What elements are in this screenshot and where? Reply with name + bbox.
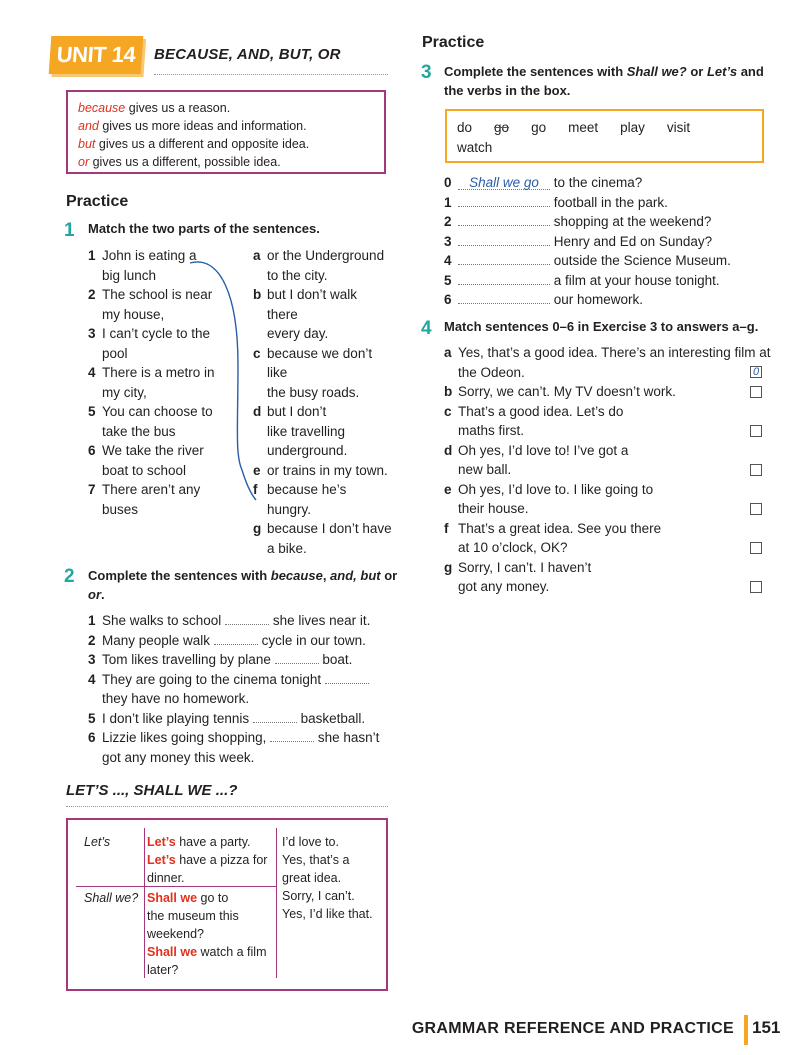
table-divider [276,828,277,978]
list-item: 6 Lizzie likes going shopping, she hasn’t [88,730,380,745]
answer-blank[interactable] [458,232,550,246]
lets-divider [66,806,388,807]
answer-blank[interactable] [214,631,258,645]
list-item: got any money. [458,579,550,594]
list-item: 3 Henry and Ed on Sunday? [444,233,713,249]
practice-heading-left: Practice [66,193,129,210]
list-item: buses [102,501,139,517]
list-item: 0 Shall we go to the cinema? [444,175,643,190]
list-item: 4 There is a metro in [88,365,215,380]
exercise-4-number: 4 [421,318,432,339]
verb-box [445,109,764,163]
verb: do [457,120,473,135]
list-item: 4 They are going to the cinema tonight [88,670,379,690]
list-item: they have no homework. [102,691,250,706]
unit-title: BECAUSE, AND, BUT, OR [154,46,341,63]
rule-but [78,135,374,153]
rule-text: gives us a different, possible idea. [89,155,281,169]
exercise-3-items [444,173,731,310]
answer-checkbox-a[interactable]: 0 [750,366,762,378]
unit-badge: UNIT 14 [49,36,144,74]
list-item: f That’s a great idea. See you there [444,520,662,536]
handwritten-match-line [180,255,280,515]
footer-section-title: GRAMMAR REFERENCE AND PRACTICE [411,1020,734,1037]
list-item: underground. [267,443,348,458]
list-item: 7 There aren’t any [88,482,201,497]
answer-checkbox-g[interactable] [750,581,762,593]
exercise-1-number: 1 [64,220,75,241]
rule-keyword: but [78,137,96,151]
rule-text: gives us a different and opposite idea. [95,137,310,151]
list-item: boat to school [102,462,187,478]
row-label-shall-we: Shall we? [84,891,139,905]
list-item: there [267,306,298,322]
list-item: a Yes, that’s a good idea. There’s an interesting film at [444,345,771,360]
list-item: 3 Tom likes travelling by plane boat. [88,652,353,667]
list-item: a or the Underground [253,248,385,263]
list-item: a bike. [267,540,307,556]
list-item: like [267,365,288,380]
lets-table [66,818,388,991]
list-item: at 10 o’clock, OK? [458,540,568,555]
answer-blank[interactable] [458,251,550,265]
answer-blank[interactable] [458,290,550,304]
list-item: the busy roads. [267,384,360,400]
list-item: 3 I can’t cycle to the [88,326,211,341]
list-item: 5 a film at your house tonight. [444,272,720,288]
lets-section-title: LET’S ..., SHALL WE ...? [66,782,238,799]
list-item: 1 football in the park. [444,194,668,210]
list-item: e or trains in my town. [253,462,388,478]
answer-checkbox-b[interactable] [750,386,762,398]
verb: go [531,120,547,135]
list-item: the Odeon. [458,364,525,380]
rule-or [78,153,374,171]
verb: visit [666,120,691,135]
list-item: hungry. [267,501,312,517]
answer-blank[interactable] [270,728,314,742]
verb-crossed-out: go [494,120,510,135]
list-item: pool [102,345,128,361]
list-item: my city, [102,384,147,400]
verb: watch [457,139,493,155]
list-item: f because he’s [253,482,347,497]
list-item: big lunch [102,267,157,283]
rule-because [78,99,374,117]
list-item: e Oh yes, I’d love to. I like going to [444,481,654,497]
list-item: to the city. [267,267,328,283]
list-item: 4 outside the Science Museum. [444,253,731,268]
exercise-2-instruction: Complete the sentences with because, and, but or or. [88,568,398,602]
exercise-4-instruction: Match sentences 0–6 in Exercise 3 to answers a–g. [444,319,759,334]
exercise-1-instruction: Match the two parts of the sentences. [88,221,320,236]
row-label-lets: Let’s [84,835,111,849]
list-item: c because we don’t [253,345,373,361]
list-item: 6 We take the river [88,443,204,458]
table-divider [144,828,145,978]
practice-heading-right: Practice [422,34,485,51]
list-item: every day. [267,326,329,341]
list-item: their house. [458,501,529,516]
page-number: 151 [752,1018,781,1037]
answer-checkbox-c[interactable] [750,425,762,437]
rule-text: gives us more ideas and information. [98,119,307,133]
lets-examples: Let’s have a party. Let’s have a pizza for dinner. [147,835,268,885]
rule-keyword: or [78,155,90,169]
list-item: 6 our homework. [444,292,644,307]
rule-keyword: and [78,119,99,133]
title-divider [154,74,388,75]
footer-accent-bar [744,1015,748,1045]
answer-blank[interactable] [458,271,550,285]
list-item: b but I don’t walk [253,287,358,302]
list-item: 2 Many people walk cycle in our town. [88,632,366,648]
answer-blank[interactable] [253,709,297,723]
rule-and [78,117,374,135]
verb: meet [568,120,599,135]
answer-blank[interactable] [275,650,319,664]
responses: I’d love to. Yes, that’s a great idea. Sorry, I can’t. Yes, I’d like that. [282,835,373,921]
list-item: my house, [102,306,165,322]
exercise-3-instruction: Complete the sentences with Shall we? or Let’s and the verbs in the box. [444,64,764,98]
verb: play [620,120,645,135]
list-item: g Sorry, I can’t. I haven’t [444,559,592,575]
exercise-3-number: 3 [421,62,432,83]
list-item: 2 The school is near [88,287,213,302]
answer-checkbox-d[interactable] [750,464,762,476]
list-item: 1 She walks to school she lives near it. [88,613,371,628]
list-item: take the bus [102,423,176,439]
list-item: like travelling [267,423,346,439]
answer-checkbox-f[interactable] [750,542,762,554]
answer-blank[interactable] [325,670,369,684]
rule-text: gives us a reason. [125,101,231,115]
list-item: 1 John is eating a [88,248,197,263]
list-item: b Sorry, we can’t. My TV doesn’t work. [444,384,676,399]
exercise-4-items [444,343,770,597]
list-item: d but I don’t [253,404,327,419]
shall-we-examples: Shall we go to the museum this weekend? Shall we watch a film later? [147,891,267,977]
list-item: 5 You can choose to [88,404,213,419]
list-item: g because I don’t have [253,521,392,536]
list-item: d Oh yes, I’d love to! I’ve got a [444,442,629,458]
exercise-2-items [88,611,379,767]
rules-box [66,90,386,174]
example-answer: Shall we go [458,173,550,190]
list-item: 5 I don’t like playing tennis basketball. [88,710,366,726]
answer-blank[interactable] [458,193,550,207]
list-item: new ball. [458,462,512,477]
answer-blank[interactable] [225,611,269,625]
answer-checkbox-e[interactable] [750,503,762,515]
list-item: 2 shopping at the weekend? [444,214,712,229]
list-item: got any money this week. [102,749,255,765]
list-item: c That’s a good idea. Let’s do [444,403,624,419]
answer-blank[interactable] [458,212,550,226]
rule-keyword: because [78,101,126,115]
exercise-2-number: 2 [64,566,75,587]
list-item: maths first. [458,423,525,438]
